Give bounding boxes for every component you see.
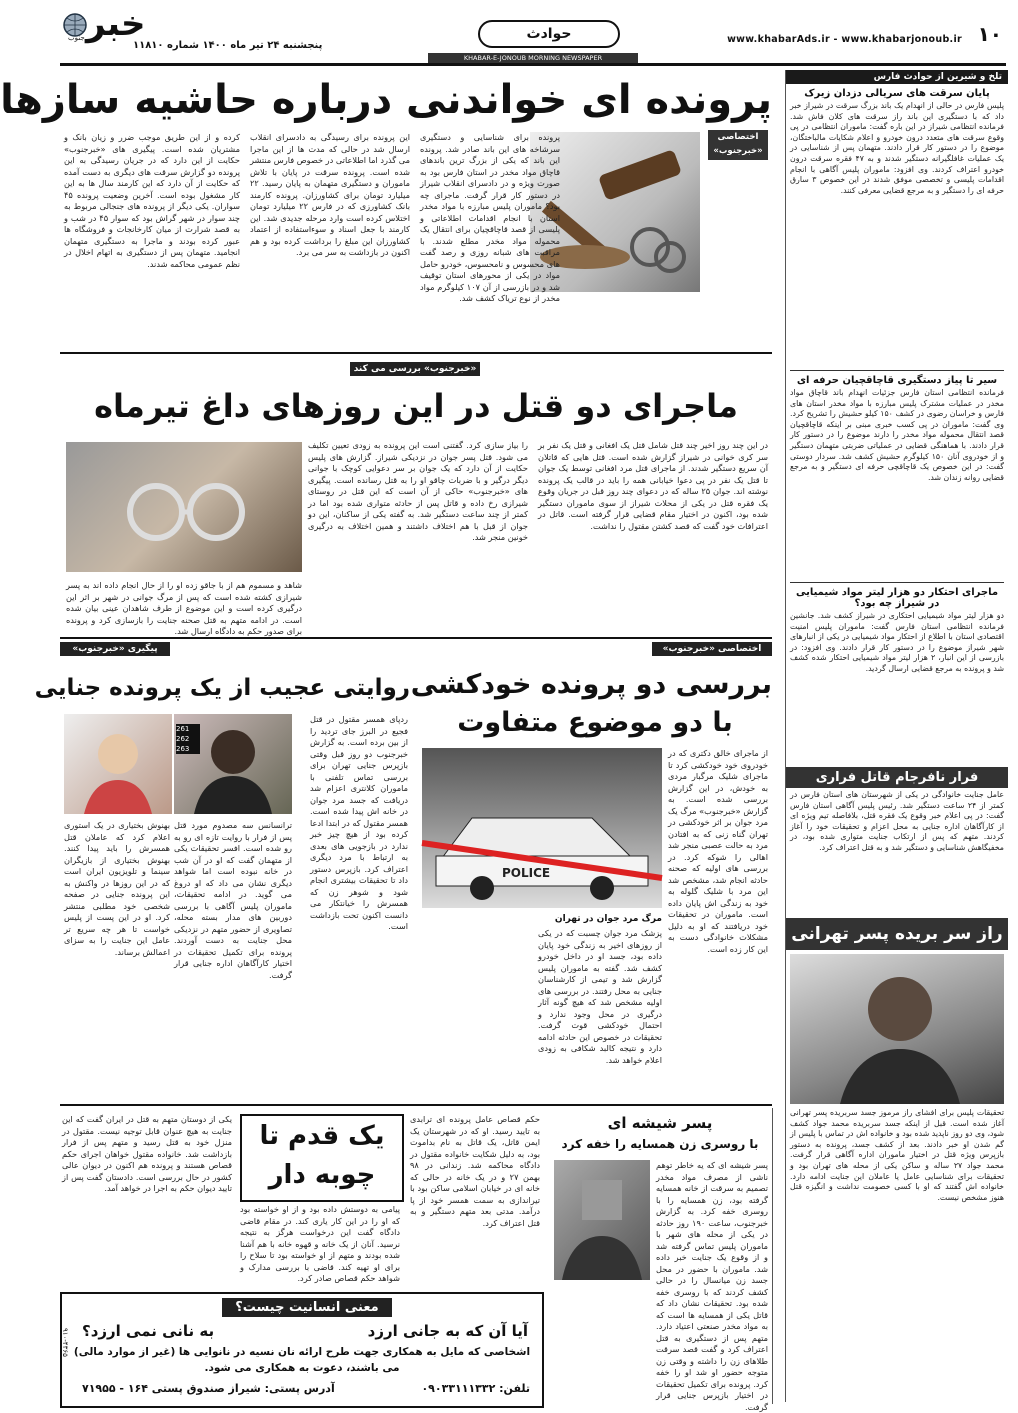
- header-rule: [60, 63, 1006, 66]
- person-silhouette-icon: [800, 954, 1000, 1104]
- header-ribbon: KHABAR-E-JONOUB MORNING NEWSPAPER: [428, 53, 638, 63]
- newspaper-logo: [62, 4, 150, 52]
- article-title: بررسی دو پرونده خودکشی: [410, 669, 772, 700]
- handcuffs-icon: [66, 442, 302, 572]
- actress-photo: [64, 714, 172, 814]
- person-silhouette-icon: [64, 714, 172, 814]
- page-header: [48, 0, 1018, 68]
- article-title: یک قدم تا: [259, 1121, 385, 1151]
- article-title-line-2: چوبه دار: [268, 1160, 376, 1190]
- article-column: پرونده برای شناسایی و دستگیری سرشاخه های این باند صادر شد. پرونده این باند که یکی از بزرگ ترین باندهای قاچاق مواد مخدر در استان فارس بود به صورت ویژه و در دادسرای انقلاب شیراز در دستور کار قرار گرفت. ماجرای چه بود؟ ماموران پلیس مبارزه با مواد مخدر استان با انجام اقدامات اطلاعاتی و پلیسی از قصد قاچاقچیان برای انتقال یک محموله مواد مخدر مطلع شدند. با مراقبت های شبانه روزی و رصد گفت های محسوس و نامحسوس، خودرو حامل مواد در یکی از محورهای استان توقیف شد و در بازرسی از آن ۱۰۷ کیلوگرم مواد مخدر از نوع تریاک کشف شد.: [420, 132, 560, 303]
- article-column: ترانسانس سه مصدوم مورد قتل پس از فرار با روایت تازه ای رو به رو شده است. افسر تحقیقات یکی از متهمان گفت که او در آن شب در خانه نبوده است اما شواهد دیگری نشان می داد که او دروغ می گوید. در ادامه تحقیقات، ماموران پلیس آگاهی با بررسی دوربین های مدار بسته محله، تصاویری از حضور متهم در نزدیکی محل جنایت به دست آوردند. پرونده برای تکمیل تحقیقات در اختیار کارآگاهان اداره جنایی قرار گرفت.: [174, 820, 292, 980]
- article-column: پیامی به دوستش داده بود و از او خواسته بود که او را در این کار یاری کند. در مقام قاضی دادگاه گفت این درخواست هرگز به نتیجه نرسید. آنان از یک خانه و قهوه خانه با هم آشنا شده بودند و متهم از او خواسته بود تا سلاح را برای او تهیه کند. قاضی با بررسی مدارک و شواهد حکم قصاص صادر کرد.: [240, 1204, 400, 1283]
- article-column: از ماجرای خالق دکتری که در خودروی خود خودکشی کرد تا ماجرای شلیک مرگبار مردی به خودش، در این گزارش بررسی شده است. به گزارش «خبرجنوب» مرگ یک مرد جوان بر اثر خودکشی در تهران گناه زنی که به افتادن مرد به حالت عصبی منجر شد اهالی را شوکه کرد. در بررسی های اولیه که صحنه حادثه انجام شد، مشخص شد این مرد با شلیک گلوله به خود به زندگی اش پایان داده است. ماموران در تحقیقات خود دریافتند که او به دلیل مشکلات خانوادگی دست به این کار زده است.: [668, 748, 768, 954]
- fugitive-text: عامل جنایت خانوادگی در یکی از شهرستان های استان فارس در کمتر از ۲۴ ساعت دستگیر شد. رئیس پلیس آگاهی استان فارس گفت: در پی اعلام خبر وقوع یک فقره قتل، بلافاصله تیم ویژه ای از کارآگاهان اداره جنایی به محل اعزام و تحقیقات خود را آغاز کردند. متهم که پس از ارتکاب جنایت متواری شده بود، در مخفیگاهش شناسایی و دستگیر شد و به قتل اعتراف کرد.: [790, 790, 1004, 852]
- url-line: www.khabarAds.ir - www.khabarjonoub.ir: [727, 34, 962, 45]
- murder-article: [60, 356, 772, 638]
- article-column: این پرونده برای رسیدگی به دادسرای انقلاب ارسال شد در حالی که مدت ها از این ماجرا می گذرد اما اطلاعاتی در خصوص فارس منتشر شده است. پرونده سرقت در پایان با تلاش ماموران و دستگیری متهمان به پایان رسید. ۲۲ میلیارد تومان برای کشاورزان. پرونده کارمند بانک کشاورزی که در فارس ۲۲ میلیارد تومان اختلاس کرده است وارد مرحله جدیدی شد. این کارمند با جعل اسناد و سوءاستفاده از اعتماد کشاورزان این مبلغ را برداشت کرده بود و هم اکنون در بازداشت به سر می برد.: [250, 132, 410, 257]
- article-title: پسر شیشه ای: [607, 1114, 713, 1132]
- humanity-box: [60, 1292, 544, 1408]
- victim-photo: [790, 954, 1004, 1104]
- article-column: را بیاز سازی کرد. گفتنی است این پرونده به زودی تعیین تکلیف می شود. قتل پسر جوان در نزدیکی شیراز. گزارش های پلیس حکایت از آن دارد که یک جوان بر سر دعوایی کوچک با جوانی دیگر درگیر و با ضربات چاقو او را به قتل رسانده است. پیگیری های «خبرجنوب» حاکی از آن است که این قتل در روستای شیرازی رخ داده و قاتل پس از حادثه متواری شده بود اما در کمتر از چند ساعت دستگیر شد. به گفته یکی از ساکنان، این دو جوان از قبل با هم اختلاف داشتند و همین اختلاف به درگیری خونین منجر شد.: [308, 440, 528, 542]
- box-line: آیا آن که به جانی ارزد: [367, 1322, 528, 1340]
- plate-numbers: 261 262 263: [176, 724, 200, 754]
- police-car-photo: [422, 748, 662, 908]
- article-title-line-2: با روسری زن همسایه را خفه کرد: [561, 1137, 759, 1151]
- article-column: در این چند روز اخیر چند قتل شامل قتل یک افغانی و قتل یک نفر بر سر کری خوانی در شیراز گزارش شده است. قتل هایی که قاتلان آن سریع دستگیر شدند. از ماجرای قتل مرد افغانی توسط یک جوان تا قتل یک نفر در پی دعوا خیابانی همه را باید در قالب یک پرونده نوشته اند. جوان ۲۵ ساله که در دعوای چند روز قبل در جریان وقوع یک فقره قتل در یکی از محلات شیراز از سوی ماموران دستگیر شده بود، اکنون در اختیار مقام قضایی قرار گرفته است. قاتل در اعترافات خود گفت که قصد کشتن مقتول را نداشت.: [538, 440, 768, 531]
- article-tag: اختصاصی «خبرجنوب»: [652, 642, 772, 656]
- title-box: [240, 1114, 404, 1202]
- article-column: کرده و از این طریق موجب ضرر و زیان بانک و مشتریان شده است. پیگیری های «خبرجنوب» حکایت از این دارد که در جریان رسیدگی به این پرونده دو گزارش سرقت های دیگری به دست آمده که حکایت از آن دارد که این کارمند سال ها به این کار مشغول بوده است. آخرین وضعیت پرونده ۴۵ سواران. یکی دیگر از پرونده های جنجالی مربوط به چند سوار در شهر گراش بود که سوار ۴۵ در شب و به قصد شرارت از میان کارخانجات و فروشگاه ها عبور کرده بودند و ماجرا به دستگیری متهمان انجامید. متهمان پس از دستگیری به اتهام اخلال در نظم عمومی محاکمه شدند.: [64, 132, 240, 269]
- article-column: پزشک مرد جوان چسبت که در یکی از روزهای اخیر به زندگی خود پایان داده بود، جسد او در داخل خودرو کشف شد. گفته به ماموران پلیس گزارش شد و تیمی از کارشناسان جنایی به محل رفتند. در بررسی های اولیه مشخص شد که هیچ گونه آثار درگیری در محل وجود ندارد و احتمال خودکشی قوت گرفت. تحقیقات در خصوص این حادثه ادامه دارد و نتیجه کالبد شکافی به زودی اعلام خواهد شد.: [538, 928, 662, 1065]
- article-divider: [60, 352, 772, 354]
- logo-text: خبر: [86, 4, 146, 44]
- article-tag: «خبرجنوب» بررسی می کند: [350, 362, 480, 376]
- ad-code: ۹۱۰-۴۳۶۵: [61, 1328, 69, 1357]
- box-line: به نانی نمی ارزد؟: [82, 1322, 215, 1340]
- box-text: تحقیقات پلیس برای افشای راز مرموز جسد سربریده پسر تهرانی آغاز شده است. قبل از اینکه جسد سربریده محمد جواد کشف شود، وی دو روز ناپدید شده بود و خانواده اش در تماس با پلیس از گم شدن او خبر دادند. بعد از کشف جسد، پرونده به دستور بازپرس ویژه قتل در اختیار ماموران اداره آگاهی قرار گرفت. محمد جواد ۲۷ ساله و ساکن یکی از محله های تهران بود و تحقیقات برای شناسایی عامل یا عاملان این جنایت ادامه دارد. خانواده اش گفتند که او با کسی خصومت نداشت و انگیزه قتل هنوز مشخص نیست.: [790, 1108, 1004, 1202]
- article-title: ماجرای دو قتل در این روزهای داغ تیرماه: [94, 387, 738, 425]
- box-title: راز سر بریده پسر تهرانی: [786, 918, 1008, 950]
- article-column: ردپای همسر مقتول در قتل فجیع در البرز جای تردید را از بین برده است. به گزارش خبرجنوب دو روز قبل وقتی بازپرس جنایی تهران برای بررسی تماس تلفنی با ماموران کلانتری اعزام شد دریافت که جسد مرد جوان در خانه اش پیدا شده است. همسر مقتول که در ابتدا ادعا کرده بود از هیچ چیز خبر ندارد در بازجویی های بعدی به ارتباط با مرد دیگری اعتراف کرد. بازپرس دستور داد تا تحقیقات بیشتری انجام شود و شوهر زن که همسرش را خیانتکار می دانست اکنون تحت بازداشت است.: [310, 714, 408, 931]
- date-line: پنجشنبه ۲۴ تیر ماه ۱۴۰۰ شماره ۱۱۸۱۰: [133, 40, 323, 51]
- fugitive-title: فرار نافرجام قاتل فراری: [786, 767, 1008, 788]
- article-subheading: مرگ مرد جوان در تهران: [554, 914, 662, 924]
- postal-address: آدرس پستی: شیراز صندوق پستی ۱۶۴ - ۷۱۹۵۵: [82, 1382, 335, 1395]
- article-tag: پیگیری «خبرجنوب»: [60, 642, 170, 656]
- article-title-line-2: با دو موضوع متفاوت: [457, 707, 733, 738]
- box-line: اشخاصی که مایل به همکاری جهت طرح ارائه نان نسیه در نانوایی ها (غیر از موارد مالی): [73, 1346, 531, 1358]
- blurred-face-icon: [554, 1160, 650, 1280]
- section-label: حوادث: [478, 20, 620, 48]
- sidebar-item-text: پلیس فارس در حالی از انهدام یک باند بزرگ سرقت در شیراز خبر داد که با دستگیری این باند راز سرقت های کلان فاش شد. فرمانده انتظامی شیراز در این باره گفت: ماموران انتظامی در پی وقوع سرقت های متعدد درون خودرو و اعلام شکایات مالباختگان، موضوع را در دستور کار قرار دادند. متهمان پس از شناسایی در یک عملیات غافلگیرانه دستگیر شدند و به ۴۷ فقره سرقت درون خودرو اعتراف کردند. وی افزود: ماموران پلیس آگاهی با انجام اقدامات پلیسی و تخصصی موفق شدند در این خصوص ۳ سارق حرفه ای را دستگیر و به مرجع قضایی معرفی کنند.: [790, 101, 1005, 195]
- logo-subtext: جنوب: [68, 34, 85, 42]
- sidebar-item-title: سیر تا پیاز دستگیری قاچاقچیان حرفه ای: [796, 375, 998, 386]
- sidebar-header: تلخ و شیرین از حوادث فارس: [786, 70, 1008, 84]
- suicide-article: [410, 642, 772, 1102]
- sidebar-item-text: فرمانده انتظامی استان فارس جزئیات انهدام باند قاچاق مواد مخدر در عملیات مشترک پلیس مبارزه با مواد مخدر استان های فارس و خراسان رضوی در کشف ۱۵۰ کیلو حشیش را تشریح کرد. وی گفت: ماموران در پی کسب خبری مبنی بر اینکه قاچاقچیان قصد انتقال محموله مواد مخدر را دارند موضوع را در دستور کار قرار دادند. با هماهنگی قضایی در عملیاتی ضربتی متهمان دستگیر و از خودروی آنان ۱۵۰ کیلوگرم حشیش کشف شد. سردار دوستی گفت: در این خصوص یک قاچاقچی حرفه ای دستگیر و به مرجع قضایی روانه زندان شد.: [790, 388, 1004, 482]
- sidebar: [785, 70, 1008, 1402]
- article-title: روایتی عجیب از یک پرونده جنایی: [34, 675, 410, 701]
- sidebar-item-text: دو هزار لیتر مواد شیمیایی احتکاری در شیراز کشف شد. جانشین فرمانده انتظامی استان فارس گفت: ماموران پلیس امنیت اقتصادی استان با اطلاع از احتکار مواد شیمیایی در یکی از انبارهای شهر شیراز موضوع را در دستور کار قرار دادند. وی افزود: در بازرسی از این انبار، ۲ هزار لیتر مواد شیمیایی احتکار شده کشف شد و پرونده به مرجع قضایی ارسال گردید.: [790, 611, 1004, 673]
- suspect-photo: [554, 1160, 650, 1280]
- article-column: حکم قصاص عامل پرونده ای ترابدی به تایید رسید. او که در شهرستان یک ایمن قاتل، یک قاتل به نام بداموت بود، به دلیل شکایت خانواده مقتول در دادگاه محاکمه شد. زندانی در ۹۸ بهمن ۲۷ و در یک خانه در حالی که خانه ای در خیابان اسلامی ساکن بود با تیراندازی به سمت همسر خود از پا درآمد. مدتی بعد متهم دستگیر و به قتل اعتراف کرد.: [410, 1114, 540, 1228]
- section-divider: [60, 1104, 772, 1106]
- article-text: پسر شیشه ای که یه خاطر توهم ناشی از مصرف مواد مخدر تصمیم به سرقت از خانه همسایه گرفته بود، زن همسایه را با روسری خفه کرد. به گزارش خبرجنوب، ساعت ۱۹۰ روز حادثه در یکی از محله های شهر با ماموران پلیس تماس گرفته شد و از وقوع یک جنایت خبر داده شد. ماموران با حضور در محل جسد زن میانسال را در حالی کشف کردند که با روسری خفه شده بود. تحقیقات نشان داد که قاتل یکی از همسایه ها است که به مواد مخدر صنعتی اعتیاد دارد. متهم پس از دستگیری به قتل اعتراف کرد و گفت قصد سرقت طلاهای زن را داشته و وقتی زن متوجه حضور او شد او را خفه کرد. پرونده برای تکمیل تحقیقات در اختیار بازپرس جنایی قرار گرفت.: [656, 1160, 768, 1412]
- article-column: شاهد و مسموم هم از با جاقو زده او را از حال انجام داده اند به پسر شیرازی کشته شده است که پس از مرگ جوانی در شهر بر اثر این درگیری کرده است و این موضوع از طرف شاهدان عینی بیان شده است. در ادامه متهم به قتل صحنه جنایت را بازسازی کرد و پرونده برای صدور حکم به دادگاه ارسال شد.: [66, 580, 302, 636]
- criminal-article: [34, 642, 410, 1102]
- phone-number: تلفن: ۰۹۰۳۳۱۱۱۳۳۲: [421, 1382, 530, 1395]
- sidebar-item-title: ماجرای احتکار دو هزار لیتر مواد شیمیایی در شیراز چه بود؟: [795, 587, 999, 609]
- glass-article: [548, 1108, 773, 1412]
- article-column: بهنوش بختیاری در یک استوری اعلام کرد که عاملان قتل همسرش را باید پیدا کنند. بهنوش بختیاری از بازیگران سینما و تلویزیون ایران است که در این روزها در واکنش به این پرونده جنایی در صفحه شخصی خود مطلبی منتشر کرد. او در این پست از پلیس خواست تا هر چه سریع تر عامل این جنایت را به سزای اعمالش برساند.: [64, 820, 170, 957]
- top-article: [0, 70, 772, 353]
- police-car-icon: [422, 748, 662, 908]
- article-title: پرونده ای خواندنی درباره حاشیه سازها: [0, 77, 772, 123]
- gallows-article: [60, 1108, 542, 1288]
- article-divider: [60, 637, 772, 639]
- box-title: معنی انسانیت چیست؟: [222, 1298, 392, 1317]
- suspect-photo: [174, 714, 292, 814]
- article-column: یکی از دوستان متهم به قتل در ایران گفت که این جنایت به هیچ عنوان قابل توجیه نیست. مقتول در منزل خود به قتل رسید و متهم پس از فرار بازداشت شد. خانواده مقتول خواهان اجرای حکم قصاص هستند و پرونده هم اکنون در دیوان عالی کشور در حال بررسی است. دادستان گفت پس از تایید دیوان حکم به اجرا در خواهد آمد.: [62, 1114, 232, 1193]
- handcuffs-photo: [66, 442, 302, 572]
- page-number: ۱۰: [977, 22, 1002, 46]
- box-line: می باشند، دعوت به همکاری می شود.: [204, 1362, 400, 1374]
- police-label: POLICE: [502, 866, 551, 880]
- sidebar-item-title: پایان سرقت های سریالی دزدان زیرک: [804, 88, 990, 99]
- article-tag: اختصاصی «خبرجنوب»: [708, 130, 768, 160]
